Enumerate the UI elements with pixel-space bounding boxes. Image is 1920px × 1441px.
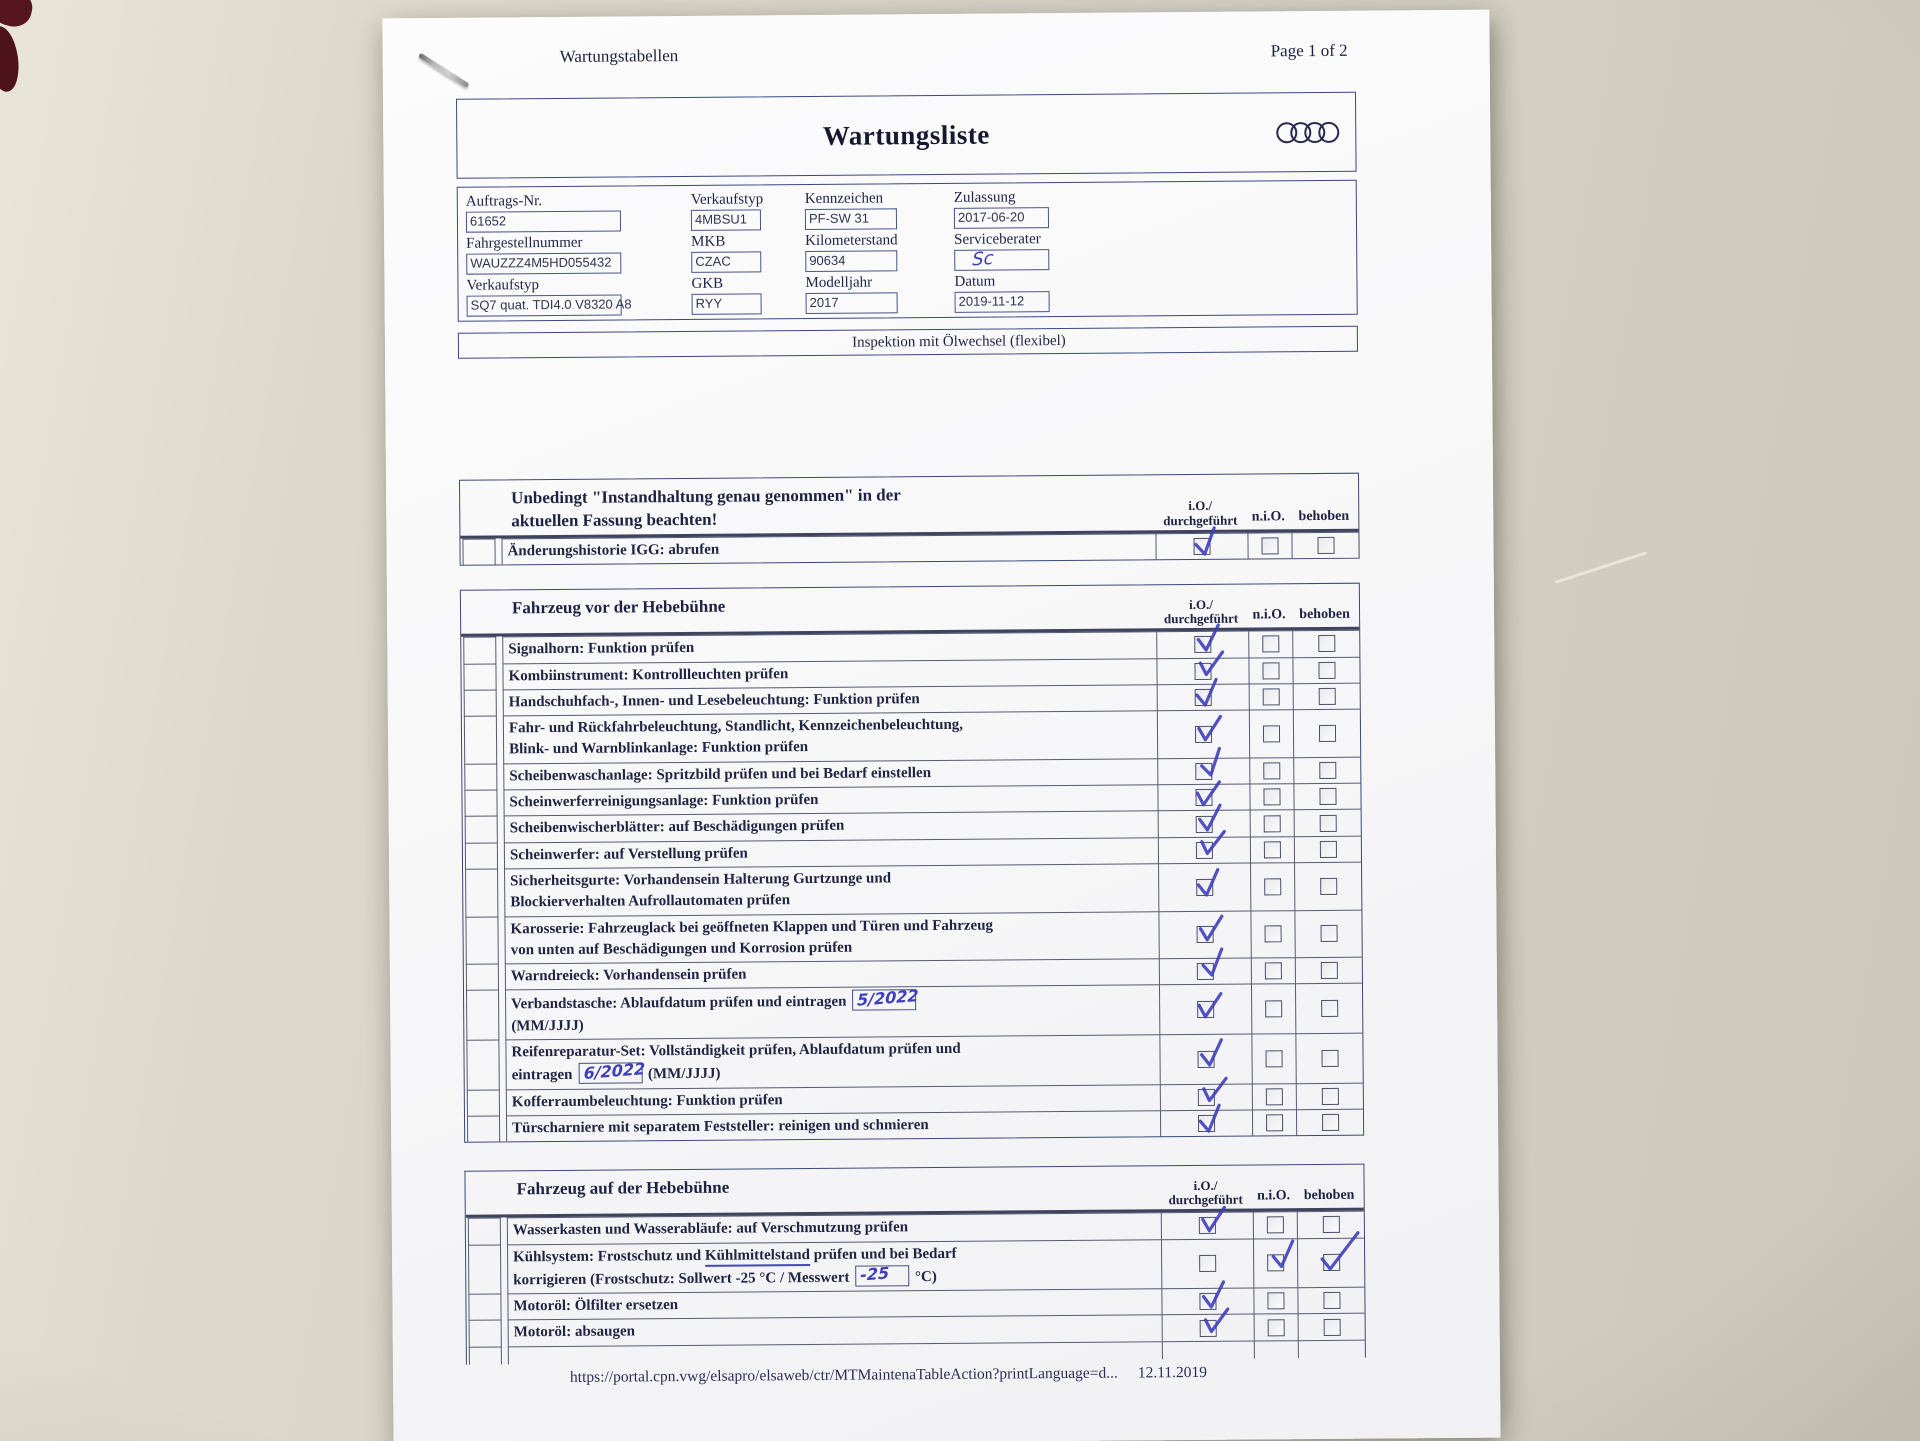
- checkbox: [1265, 1001, 1282, 1018]
- checkbox-cell-behoben: [1295, 957, 1362, 984]
- checkbox-cell-nio: [1250, 862, 1294, 910]
- checkbox-cell-io: [1158, 910, 1250, 958]
- section-title: Fahrzeug auf der Hebebühne: [516, 1177, 730, 1199]
- field-value-kennzeichen: PF-SW 31: [805, 208, 897, 230]
- handwritten-text: -25: [860, 1263, 890, 1285]
- footer: [466, 1363, 1366, 1388]
- checkbox: [1265, 1050, 1282, 1067]
- checkbox-cell-nio: [1249, 783, 1293, 810]
- checkbox: [1320, 925, 1337, 942]
- checkbox-cell-io: [1161, 1238, 1253, 1288]
- field-label-verkaufstyp: Verkaufstyp: [690, 191, 764, 208]
- checkbox: [1267, 1217, 1284, 1234]
- checkbox-cell-behoben: [1293, 783, 1360, 810]
- column-header-behoben: behoben: [1299, 607, 1350, 623]
- handwritten-checkmark: [1264, 1237, 1299, 1272]
- field-value-verkaufstyp: SQ7 quat. TDI4.0 V8320 A8: [467, 294, 622, 316]
- checkbox-cell-behoben: [1296, 1109, 1363, 1136]
- field-value-datum: 2019-11-12: [955, 291, 1050, 313]
- checkbox-cell-nio: [1254, 1314, 1298, 1341]
- doc-header-page-number: Page 1 of 2: [1270, 40, 1348, 61]
- item-text-part: Kühlmittelstand: [705, 1247, 810, 1267]
- checkbox: [1319, 814, 1336, 831]
- checkbox: [1264, 815, 1281, 832]
- checkbox-cell-behoben: [1296, 1082, 1363, 1109]
- checkbox-cell-io: [1159, 984, 1251, 1034]
- checkbox: [1319, 788, 1336, 805]
- checkbox: [1266, 1088, 1283, 1105]
- checkbox-cell-io: [1157, 710, 1249, 758]
- checkbox-cell-nio: [1250, 836, 1294, 863]
- checkbox-cell-nio: [1250, 810, 1294, 837]
- checkbox: [1198, 1115, 1215, 1132]
- checklist-item-text: [505, 1034, 1159, 1089]
- checkbox: [1197, 1001, 1214, 1018]
- column-header-io: i.O./ durchgeführt: [1168, 1177, 1243, 1208]
- checkbox-cell-io: [1156, 657, 1248, 684]
- handwritten-checkmark: [1193, 1035, 1228, 1070]
- checkbox-cell-behoben: [1295, 983, 1362, 1033]
- field-label-fahrgestellnummer: Fahrgestellnummer: [466, 234, 583, 252]
- checkbox-cell-behoben: [1291, 532, 1358, 559]
- checkbox-cell-nio: [1254, 1340, 1298, 1358]
- checkbox-cell-io: [1160, 1109, 1252, 1136]
- checkbox: [1199, 1293, 1216, 1310]
- checkbox: [1323, 1318, 1340, 1335]
- checkbox-cell-behoben: [1298, 1313, 1365, 1340]
- column-header-nio: n.i.O.: [1257, 1188, 1291, 1204]
- checkbox: [1263, 762, 1280, 779]
- row-stub-cell: [467, 1089, 500, 1116]
- checkbox-cell-behoben: [1297, 1211, 1364, 1238]
- checkbox-cell-nio: [1252, 1083, 1296, 1110]
- checkbox-cell-io: [1158, 810, 1250, 837]
- handwritten-entry-box: [855, 1265, 909, 1286]
- checkbox: [1262, 662, 1279, 679]
- field-value-modelljahr: 2017: [806, 292, 898, 314]
- checkbox: [1194, 663, 1211, 680]
- row-stub-cell: [465, 842, 498, 869]
- item-text-part: Änderungshistorie IGG: abrufen: [507, 541, 720, 560]
- checkbox: [1318, 662, 1335, 679]
- checkbox-cell-io: [1158, 863, 1250, 911]
- handwritten-entry-box: [852, 986, 919, 1012]
- vehicle-info-box: [457, 180, 1358, 322]
- checkbox: [1196, 815, 1213, 832]
- checkbox: [1319, 841, 1336, 858]
- checkbox-cell-io: [1159, 1034, 1251, 1084]
- checkbox: [1320, 878, 1337, 895]
- field-label-kennzeichen: Kennzeichen: [804, 190, 884, 208]
- checkbox-cell-io: [1161, 1212, 1253, 1239]
- checkbox: [1197, 1051, 1214, 1068]
- checklist-row: [463, 909, 1361, 964]
- checkbox: [1194, 636, 1211, 653]
- checklist-item-text: [508, 1341, 1162, 1364]
- field-label-gkb: GKB: [691, 275, 724, 292]
- background-red-mark: [0, 24, 22, 94]
- checklist-item-text: [501, 533, 1155, 564]
- footer-url: https://portal.cpn.vwg/elsapro/elsaweb/ctr/MTMaintenaTableAction?printLanguage=d...: [569, 1364, 1118, 1386]
- checkbox-cell-behoben: [1292, 656, 1359, 683]
- item-text-part: Kofferraumbeleuchtung: Funktion prüfen: [511, 1091, 783, 1110]
- item-text-part: eintragen: [511, 1067, 577, 1084]
- handwritten-text: Sc: [972, 247, 994, 271]
- checkbox-cell-nio: [1252, 1109, 1296, 1136]
- row-stub-cell: [464, 790, 497, 817]
- field-value-gkb: RYY: [692, 293, 762, 315]
- checklist-item-text: [506, 1110, 1160, 1141]
- checkbox-cell-nio: [1247, 532, 1291, 559]
- background-red-mark: [0, 0, 36, 30]
- checklist-item-text: [504, 863, 1158, 916]
- checkbox-cell-nio: [1249, 709, 1293, 757]
- checkbox-cell-nio: [1249, 757, 1293, 784]
- field-value-kilometerstand: 90634: [805, 250, 897, 272]
- item-text-part: Motoröl: absaugen: [513, 1323, 635, 1341]
- checkbox: [1263, 725, 1280, 742]
- checkbox-cell-io: [1157, 784, 1249, 811]
- service-type-bar: [458, 326, 1358, 359]
- checkbox: [1323, 1292, 1340, 1309]
- handwritten-checkmark: [1189, 865, 1224, 900]
- handwritten-text: 5/2022: [857, 986, 919, 1011]
- field-value-fahrgestellnummer: WAUZZZ4M5HD055432: [466, 252, 621, 274]
- handwritten-entry-box: [578, 1059, 645, 1085]
- checkbox-cell-behoben: [1293, 709, 1360, 757]
- checkbox: [1320, 962, 1337, 979]
- field-label-modelljahr: Modelljahr: [805, 274, 873, 292]
- column-header-nio: n.i.O.: [1252, 607, 1286, 623]
- checkbox-cell-behoben: [1293, 683, 1360, 710]
- row-stub-cell: [468, 1294, 501, 1321]
- field-label-kilometerstand: Kilometerstand: [805, 232, 898, 250]
- checkbox: [1264, 841, 1281, 858]
- item-text-part: Scheibenwaschanlage: Spritzbild prüfen und bei Bedarf einstellen: [509, 764, 932, 785]
- doc-header-left: Wartungstabellen: [559, 46, 679, 66]
- checkbox: [1196, 842, 1213, 859]
- checkbox-cell-nio: [1253, 1238, 1297, 1288]
- checkbox: [1195, 789, 1212, 806]
- handwritten-text: 6/2022: [583, 1059, 645, 1084]
- checkbox: [1322, 1216, 1339, 1233]
- checkbox-cell-io: [1156, 631, 1248, 658]
- checkbox: [1265, 926, 1282, 943]
- field-value-zulassung: 2017-06-20: [954, 207, 1049, 229]
- checkbox-cell-nio: [1250, 910, 1294, 958]
- checkbox: [1195, 689, 1212, 706]
- checklist-row: [462, 709, 1360, 764]
- item-text-part: Motoröl: Ölfilter ersetzen: [513, 1297, 679, 1315]
- checklist-row: [465, 1109, 1363, 1142]
- checkbox: [1200, 1319, 1217, 1336]
- checkbox-cell-io: [1161, 1288, 1253, 1315]
- field-value-verkaufstyp: 4MBSU1: [691, 209, 761, 231]
- checkbox-cell-behoben: [1295, 1033, 1362, 1083]
- checklist-sections: [459, 473, 1366, 1365]
- item-text-part: von unten auf Beschädigungen und Korrosion prüfen: [510, 939, 853, 959]
- column-header-behoben: behoben: [1298, 508, 1350, 525]
- checkbox: [1197, 926, 1214, 943]
- checkbox: [1267, 1255, 1284, 1272]
- row-stub-cell: [463, 637, 496, 664]
- row-stub-cell: [465, 916, 498, 964]
- handwritten-checkmark: [1191, 711, 1224, 744]
- checkbox-cell-io: [1160, 1083, 1252, 1110]
- checkbox: [1317, 537, 1334, 554]
- item-text-part: Wasserkasten und Wasserabläufe: auf Verschmutzung prüfen: [512, 1219, 909, 1239]
- handwritten-checkmark: [1315, 1231, 1361, 1273]
- checkbox: [1263, 688, 1280, 705]
- item-text-part: (MM/JJJJ): [511, 1017, 584, 1035]
- section-header: [461, 584, 1359, 637]
- section-header: [460, 474, 1358, 539]
- field-label-mkb: MKB: [691, 233, 726, 250]
- checkbox: [1195, 763, 1212, 780]
- column-header-io: i.O./ durchgeführt: [1163, 498, 1238, 528]
- title-box: [456, 92, 1357, 179]
- footer-date: 12.11.2019: [1137, 1363, 1208, 1382]
- checkbox: [1196, 879, 1213, 896]
- checkbox: [1267, 1293, 1284, 1310]
- staple: [418, 53, 470, 88]
- column-header-io: i.O./ durchgeführt: [1163, 596, 1239, 627]
- section-fahrzeug-vor-der-hebeb-hne: [460, 583, 1364, 1143]
- checkbox-cell-io: [1162, 1314, 1254, 1341]
- column-header-nio: n.i.O.: [1251, 509, 1285, 525]
- checkbox-cell-io: [1159, 958, 1251, 985]
- row-stub-cell: [466, 964, 499, 991]
- row-stub-cell: [464, 689, 497, 716]
- checkbox-cell-io: [1155, 533, 1247, 560]
- checkbox: [1318, 725, 1335, 742]
- section-fahrzeug-auf-der-hebeb-hne: [464, 1164, 1365, 1365]
- checkbox-cell-nio: [1251, 984, 1295, 1034]
- checkbox-cell-nio: [1251, 1033, 1295, 1083]
- checkbox-cell-nio: [1251, 957, 1295, 984]
- checkbox: [1198, 1089, 1215, 1106]
- item-text-part: Türscharniere mit separatem Feststeller: reinigen und schmieren: [512, 1117, 929, 1137]
- checkbox-cell-nio: [1248, 657, 1292, 684]
- item-text-part: Warndreieck: Vorhandensein prüfen: [510, 966, 747, 985]
- checkbox: [1261, 537, 1278, 554]
- item-text-part: Scheinwerferreinigungsanlage: Funktion prüfen: [509, 792, 819, 811]
- checkbox-cell-behoben: [1294, 909, 1361, 957]
- checklist-row: [464, 983, 1362, 1040]
- checkbox: [1199, 1217, 1216, 1234]
- service-type-label: Inspektion mit Ölwechsel (flexibel): [852, 332, 1066, 351]
- checkbox: [1318, 635, 1335, 652]
- row-stub-cell: [463, 663, 496, 690]
- row-stub-cell: [465, 868, 498, 916]
- field-value-mkb: CZAC: [691, 251, 761, 273]
- checkbox: [1197, 963, 1214, 980]
- checkbox: [1321, 1088, 1338, 1105]
- section-title: Unbedingt "Instandhaltung genau genommen" in der aktuellen Fassung beachten!: [511, 485, 901, 531]
- checkbox: [1268, 1319, 1285, 1336]
- checkbox: [1265, 963, 1282, 980]
- section-header: [465, 1165, 1363, 1218]
- checklist-item-text: [503, 710, 1157, 763]
- row-stub-cell: [469, 1320, 502, 1347]
- document-title: Wartungsliste: [822, 119, 990, 151]
- checkbox-cell-nio: [1253, 1211, 1297, 1238]
- checkbox-cell-behoben: [1297, 1287, 1364, 1314]
- checklist-row: [463, 862, 1361, 917]
- checkbox: [1193, 538, 1210, 555]
- checkbox: [1195, 726, 1212, 743]
- checkbox: [1321, 1050, 1338, 1067]
- checkbox-cell-io: [1158, 836, 1250, 863]
- item-text-part: Scheinwerfer: auf Verstellung prüfen: [509, 845, 748, 864]
- section-title: Fahrzeug vor der Hebebühne: [511, 596, 726, 618]
- checkbox: [1266, 1114, 1283, 1131]
- checklist-item-text: [507, 1239, 1161, 1294]
- checkbox: [1319, 762, 1336, 779]
- item-text-part: prüfen und bei Bedarf: [809, 1245, 957, 1263]
- paper-sheet: [382, 10, 1500, 1441]
- item-text-part: Signalhorn: Funktion prüfen: [508, 640, 695, 658]
- field-label-auftrags-nr: Auftrags-Nr.: [465, 193, 543, 210]
- checkbox: [1264, 878, 1281, 895]
- checkbox-cell-behoben: [1292, 630, 1359, 657]
- row-stub-cell: [464, 716, 497, 764]
- column-header-behoben: behoben: [1303, 1187, 1355, 1204]
- item-text-part: Blink- und Warnblinkanlage: Funktion prüfen: [509, 739, 809, 758]
- checkbox-cell-io: [1157, 757, 1249, 784]
- item-text-part: (MM/JJJJ): [644, 1066, 721, 1083]
- checkbox-cell-behoben: [1294, 809, 1361, 836]
- item-text-part: Blockierverhalten Aufrollautomaten prüfen: [510, 892, 791, 911]
- checkbox-cell-nio: [1253, 1287, 1297, 1314]
- row-stub-cell: [466, 1040, 499, 1090]
- checkbox: [1318, 688, 1335, 705]
- checkbox-cell-behoben: [1297, 1237, 1364, 1287]
- checkbox: [1321, 1114, 1338, 1131]
- item-text-part: Scheibenwischerblätter: auf Beschädigungen prüfen: [509, 818, 845, 837]
- checkbox-cell-behoben: [1293, 756, 1360, 783]
- checkbox-cell-io: [1157, 683, 1249, 710]
- row-stub-cell: [465, 816, 498, 843]
- item-text-part: Sicherheitsgurte: Vorhandensein Halterung Gurtzunge und: [510, 870, 892, 890]
- checklist-row: [466, 1237, 1364, 1294]
- field-label-datum: Datum: [954, 273, 996, 290]
- checkbox-cell-behoben: [1294, 862, 1361, 910]
- row-stub-cell: [466, 990, 499, 1040]
- row-stub-cell: [464, 763, 497, 790]
- field-label-verkaufstyp: Verkaufstyp: [466, 277, 540, 294]
- background-scratch: [1555, 551, 1647, 584]
- checkbox: [1262, 636, 1279, 653]
- handwritten-checkmark: [1193, 912, 1226, 945]
- checkbox-cell-io: [1162, 1340, 1254, 1359]
- checkbox-cell-behoben: [1298, 1339, 1365, 1358]
- row-stub-cell: [467, 1115, 500, 1142]
- checkbox: [1321, 1000, 1338, 1017]
- field-label-zulassung: Zulassung: [953, 189, 1016, 206]
- checkbox: [1199, 1255, 1216, 1272]
- checklist-item-text: [504, 911, 1158, 964]
- field-value-serviceberater: [954, 249, 1049, 271]
- item-text-part: Kühlsystem: Frostschutz und: [513, 1247, 705, 1265]
- section-unbedingt-instandhaltung-genau: [459, 473, 1360, 566]
- item-text-part: korrigieren (Frostschutz: Sollwert -25 °C / Messwert: [513, 1269, 854, 1289]
- audi-rings-icon: [1276, 122, 1339, 143]
- handwritten-checkmark: [1191, 988, 1225, 1022]
- field-label-serviceberater: Serviceberater: [954, 231, 1041, 248]
- item-text-part: °C): [911, 1268, 937, 1286]
- field-value-auftrags-nr: 61652: [466, 210, 621, 232]
- row-stub-cell: [469, 1346, 502, 1364]
- item-text-part: Handschuhfach-, Innen- und Lesebeleuchtung: Funktion prüfen: [508, 691, 920, 711]
- row-stub-cell: [462, 538, 495, 565]
- item-text-part: Kombiinstrument: Kontrollleuchten prüfen: [508, 665, 789, 684]
- item-text-part: Reifenreparatur-Set: Vollständigkeit prüfen, Ablaufdatum prüfen und: [511, 1040, 961, 1061]
- checkbox-cell-behoben: [1294, 835, 1361, 862]
- row-stub-cell: [468, 1244, 501, 1294]
- checkbox-cell-nio: [1249, 683, 1293, 710]
- row-stub-cell: [468, 1218, 501, 1245]
- checkbox: [1263, 789, 1280, 806]
- checkbox-cell-nio: [1248, 631, 1292, 658]
- checkbox: [1323, 1254, 1340, 1271]
- item-text-part: Verbandstasche: Ablaufdatum prüfen und eintragen: [511, 994, 851, 1013]
- checklist-row: [464, 1033, 1362, 1090]
- item-text-part: Fahr- und Rückfahrbeleuchtung, Standlicht, Kennzeichenbeleuchtung,: [508, 716, 964, 737]
- item-text-part: Karosserie: Fahrzeuglack bei geöffneten Klappen und Türen und Fahrzeug: [510, 917, 994, 937]
- checklist-item-text: [505, 985, 1159, 1040]
